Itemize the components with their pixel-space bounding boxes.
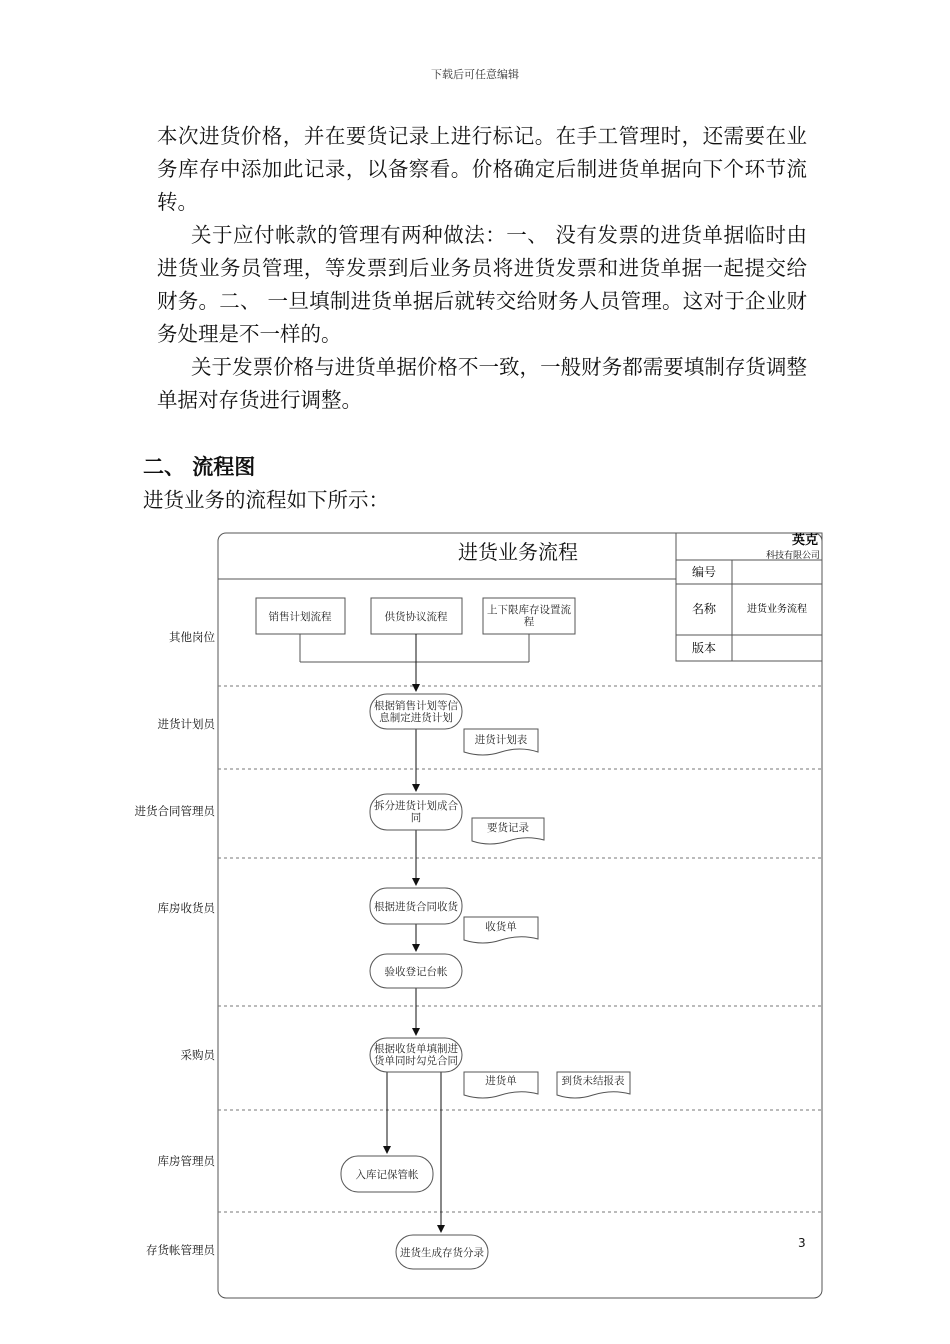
step-check-register — [370, 954, 462, 988]
doc-receipt — [464, 917, 538, 943]
flowchart-frame — [218, 533, 822, 1298]
page-number: 3 — [798, 1236, 806, 1250]
process-box-sales-plan — [256, 598, 345, 634]
svg-text:程: 程 — [523, 616, 535, 628]
paragraph-1: 本次进货价格，并在要货记录上进行标记。在手工管理时，还需要在业务库存中添加此记录，以备察看。价格确定后制进货单据向下个环节流转。 — [157, 124, 807, 214]
step-warehouse-in — [341, 1156, 433, 1192]
doc-purchase-bill — [464, 1072, 538, 1098]
company-logo-text: 英克 — [791, 533, 818, 548]
svg-text:根据销售计划等信: 根据销售计划等信 — [374, 700, 458, 712]
company-name: 科技有限公司 — [765, 551, 820, 561]
svg-text:进货生成存货分录: 进货生成存货分录 — [400, 1247, 484, 1259]
step-split-plan — [370, 794, 462, 830]
flowchart-title: 进货业务流程 — [458, 540, 578, 564]
lane-label-contract: 进货合同管理员 — [134, 804, 215, 818]
step-receive — [370, 888, 462, 924]
svg-text:入库记保管帐: 入库记保管帐 — [355, 1169, 419, 1181]
process-box-supply-agreement — [371, 598, 462, 634]
svg-text:验收登记台帐: 验收登记台帐 — [384, 966, 448, 978]
step-fill-bill — [370, 1038, 462, 1072]
svg-text:同: 同 — [410, 812, 422, 824]
paragraph-3: 关于发票价格与进货单据价格不一致，一般财务都需要填制存货调整单据对存货进行调整。 — [157, 355, 807, 412]
doc-purchase-plan — [464, 729, 538, 755]
svg-text:根据收货单填制进: 根据收货单填制进 — [374, 1043, 458, 1055]
svg-text:到货未结报表: 到货未结报表 — [561, 1075, 625, 1087]
lane-label-other: 其他岗位 — [169, 630, 215, 644]
step-make-plan — [370, 694, 462, 729]
lane-separators — [218, 686, 822, 1212]
svg-text:上下限库存设置流: 上下限库存设置流 — [487, 604, 571, 616]
doc-requisition-record — [472, 818, 544, 844]
version-label: 版本 — [691, 641, 717, 655]
lane-label-planner: 进货计划员 — [157, 717, 215, 731]
svg-text:销售计划流程: 销售计划流程 — [268, 611, 332, 623]
svg-text:进货单: 进货单 — [485, 1075, 517, 1087]
paragraph-2: 关于应付帐款的管理有两种做法：一、 没有发票的进货单据临时由进货业务员管理，等发票到后业务员将进货发票和进货单据一起提交给财务。二、 一旦填制进货单据后就转交给财务人员管理。这对于企业财务处理是不一样的。 — [157, 223, 807, 346]
name-value: 进货业务流程 — [747, 604, 807, 615]
step-stock-ledger — [396, 1235, 488, 1269]
merge-connector — [300, 634, 529, 662]
lane-label-receiver: 库房收货员 — [157, 901, 215, 915]
svg-text:要货记录: 要货记录 — [487, 822, 529, 834]
svg-text:供货协议流程: 供货协议流程 — [384, 611, 448, 623]
svg-text:进货计划表: 进货计划表 — [474, 734, 528, 746]
svg-text:息制定进货计划: 息制定进货计划 — [379, 712, 453, 724]
section-subtitle: 进货业务的流程如下所示： — [143, 488, 389, 512]
number-label: 编号 — [691, 565, 717, 579]
svg-text:收货单: 收货单 — [485, 921, 517, 933]
doc-unsettled-report — [557, 1072, 630, 1098]
process-box-stock-limit — [483, 598, 575, 634]
svg-text:拆分进货计划成合: 拆分进货计划成合 — [374, 800, 458, 812]
section-title: 二、 流程图 — [143, 455, 256, 479]
lane-label-ledger: 存货帐管理员 — [146, 1243, 215, 1257]
svg-text:根据进货合同收货: 根据进货合同收货 — [374, 901, 458, 913]
header-note: 下载后可任意编辑 — [431, 68, 519, 81]
lane-label-buyer: 采购员 — [180, 1048, 215, 1062]
lane-label-warehouse: 库房管理员 — [157, 1154, 215, 1168]
svg-text:货单同时勾兑合同: 货单同时勾兑合同 — [374, 1055, 458, 1067]
name-label: 名称 — [691, 602, 717, 616]
